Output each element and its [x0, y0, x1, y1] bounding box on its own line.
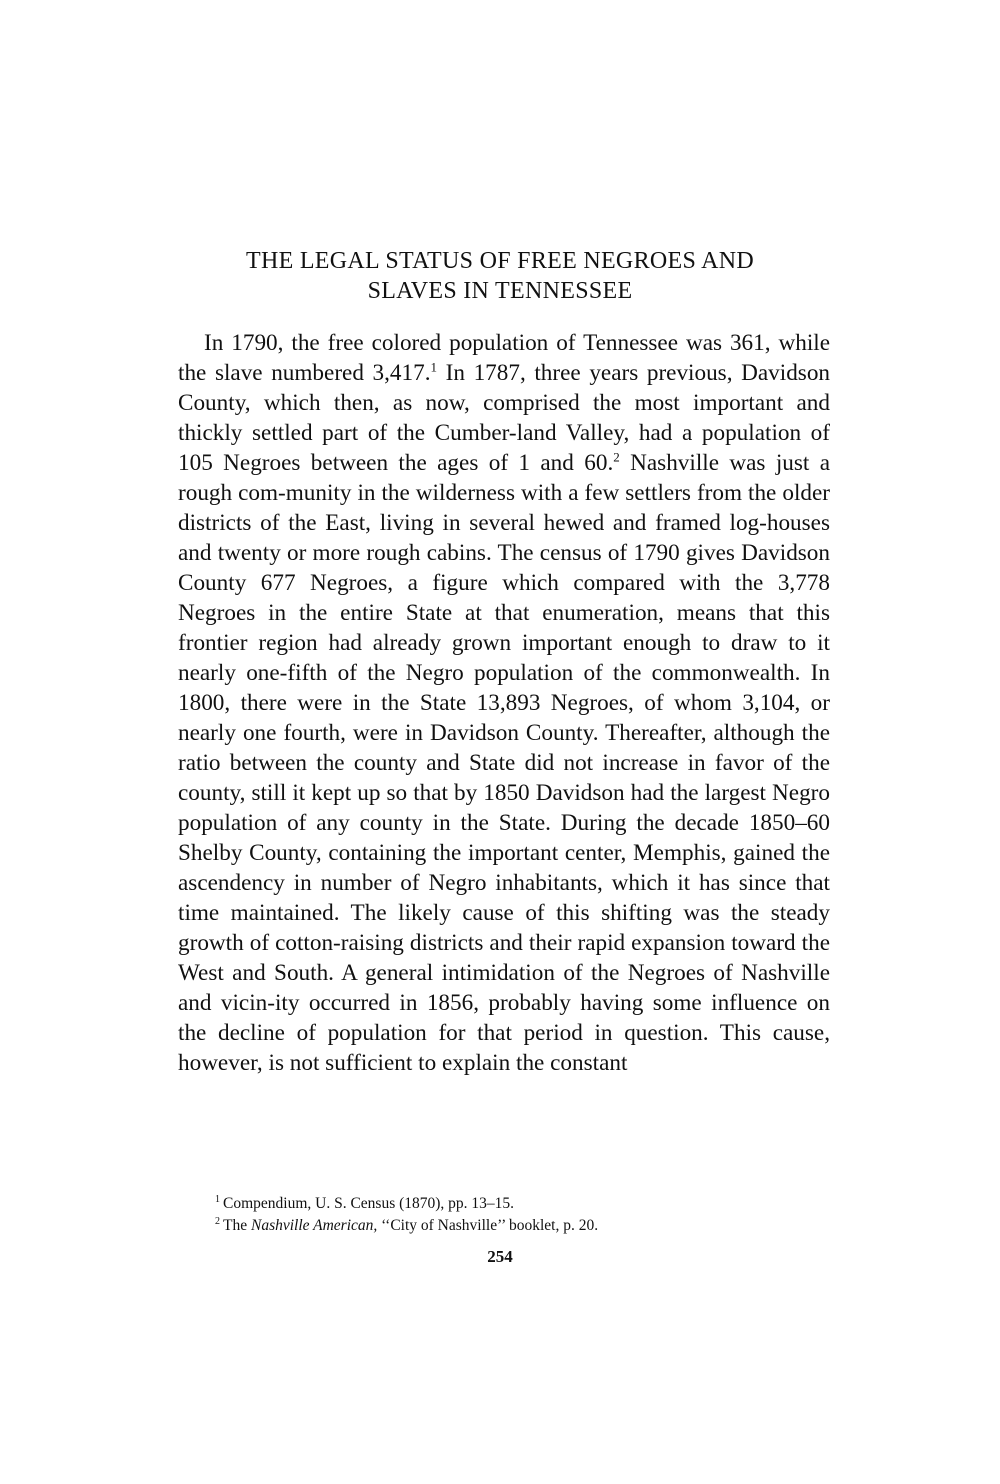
footnotes [215, 1193, 815, 1237]
title-line-2: SLAVES IN TENNESSEE [367, 278, 633, 304]
footnote-2-post: ‘‘City of Nashville’’ booklet, p. 20. [377, 1217, 599, 1234]
body-text-2: In 1787, three years previous, Davidson County, which then, as now, comprised the most important and thickly settled part of the Cumber-land Valley, had a population of 105 Negroes between the ages of 1 and 60. [178, 360, 831, 476]
footnote-mark-1: 1 [215, 1193, 220, 1205]
footnote-mark-2: 2 [215, 1215, 220, 1227]
body-paragraph [178, 328, 830, 1078]
footnote-1 [215, 1193, 815, 1215]
article-title [150, 246, 850, 306]
footnote-2-pre: The [223, 1217, 251, 1234]
footnote-ref-1[interactable]: 1 [430, 359, 438, 375]
title-line-1: THE LEGAL STATUS OF FREE NEGROES AND [245, 248, 754, 274]
footnote-2-publication: Nashville American, [250, 1217, 378, 1234]
page-number: 254 [487, 1247, 513, 1266]
footnote-text-1: Compendium, U. S. Census (1870), pp. 13–15. [223, 1195, 515, 1212]
body-text-1: In 1790, the free colored population of Tennessee was 361, while the slave numbered 3,417. [178, 330, 830, 386]
body-text-3: Nashville was just a rough com-munity in the wilderness with a few settlers from the older districts of the East, living in several hewed and framed log-houses and twenty or more rough cabins. The census of 1790 gives Davidson County 677 Negroes, a figure which compared with the 3,778 Negroes in the entire State at that enumeration, means that this frontier region had already grown important enough to draw to it nearly one-fifth of the Negro population of the commonwealth. In 1800, there were in the State 13,893 Negroes, of whom 3,104, or nearly one fourth, were in Davidson County. Thereafter, although the ratio between the county and State did not increase in favor of the county, still it kept up so that by 1850 Davidson had the largest Negro population of any county in the State. During the decade 1850–60 Shelby County, containing the important center, Memphis, gained the ascendency in number of Negro inhabitants, which it has since that time maintained. The likely cause of this shifting was the steady growth of cotton-raising districts and their rapid expansion toward the West and South. A general intimidation of the Negroes of Nashville and vicin-ity occurred in 1856, probably having some influence on the decline of population for that period in question. This cause, however, is not sufficient to explain the constant [178, 450, 830, 1076]
footnote-ref-2[interactable]: 2 [613, 449, 620, 465]
footnote-2 [215, 1215, 815, 1237]
